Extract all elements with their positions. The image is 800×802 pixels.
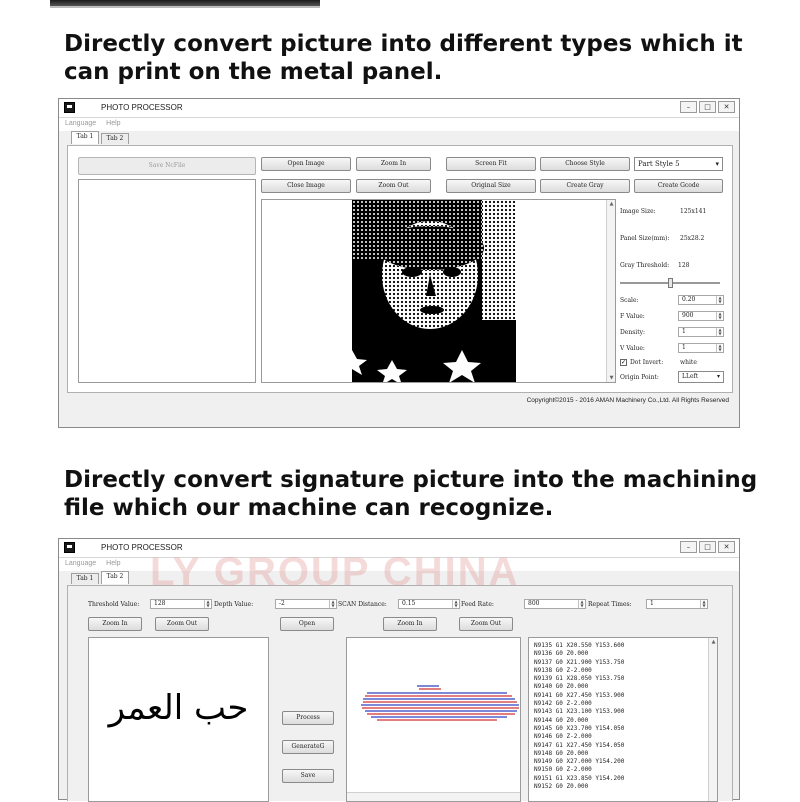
save-ncfile-button[interactable]: Save NcFile (78, 157, 256, 175)
repeat-times-input[interactable] (646, 599, 708, 609)
chevron-down-icon: ▾ (715, 160, 719, 168)
gcode-line: N9149 G0 X27.000 Y154.200 (534, 758, 625, 766)
gcode-line: N9138 G0 Z-2.000 (534, 666, 592, 674)
signature-text: حب العمر (108, 688, 249, 728)
headline-line-1: Directly convert picture into different types which it (64, 31, 743, 57)
scale-input[interactable] (678, 295, 724, 305)
image-size-value: 125x141 (680, 208, 707, 215)
headline-photo-conversion (64, 30, 743, 86)
gcode-line: N9139 G1 X28.050 Y153.750 (534, 675, 625, 683)
f-value-value: 900 (682, 312, 694, 319)
scan-distance-label: SCAN Distance: (338, 601, 387, 608)
spinner-icon[interactable]: ▲ ▼ (329, 600, 336, 608)
minimize-button[interactable]: – (680, 541, 697, 553)
menu-bar (59, 118, 739, 131)
gcode-line: N9145 G0 X23.700 Y154.050 (534, 724, 625, 732)
f-value-input[interactable] (678, 311, 724, 321)
gcode-line: N9144 G0 Z0.000 (534, 716, 589, 724)
image-preview-panel (261, 199, 616, 383)
spinner-icon[interactable]: ▲ ▼ (578, 600, 585, 608)
repeat-times-label: Repeat Times: (588, 601, 632, 608)
origin-point-label: Origin Point: (620, 374, 659, 381)
headline-line-2: can print on the metal panel. (64, 59, 443, 85)
spinner-icon[interactable]: ▲ ▼ (716, 312, 723, 320)
spinner-icon[interactable]: ▲ ▼ (204, 600, 211, 608)
feed-rate-value: 800 (528, 600, 540, 607)
headline-signature-conversion (64, 466, 757, 522)
threshold-label: Threshold Value: (88, 601, 140, 608)
app-icon (64, 542, 75, 553)
feed-rate-input[interactable] (524, 599, 586, 609)
scroll-down-icon[interactable]: ▼ (609, 375, 614, 381)
spinner-icon[interactable]: ▲ ▼ (452, 600, 459, 608)
close-button[interactable]: ✕ (718, 101, 735, 113)
minimize-button[interactable]: – (680, 101, 697, 113)
toolpath-preview-panel (346, 637, 521, 802)
spinner-icon[interactable]: ▲ ▼ (700, 600, 707, 608)
tab-strip (59, 131, 739, 144)
gcode-list (534, 642, 624, 791)
gcode-line: N9140 G0 Z0.000 (534, 683, 589, 691)
panel-size-label: Panel Size(mm): (620, 235, 670, 242)
window-title: PHOTO PROCESSOR (101, 543, 183, 552)
v-value-label: V Value: (620, 345, 645, 352)
f-value-label: F Value: (620, 313, 645, 320)
spinner-icon[interactable]: ▲ ▼ (716, 344, 723, 352)
gcode-line: N9143 G1 X23.100 Y153.900 (534, 708, 625, 716)
origin-point-value: LLeft (682, 373, 699, 380)
scroll-up-icon[interactable]: ▲ (711, 639, 716, 645)
gcode-line: N9147 G1 X27.450 Y154.050 (534, 741, 625, 749)
zoom-in-button[interactable]: Zoom In (356, 157, 431, 171)
part-style-select[interactable] (634, 157, 723, 171)
window-title: PHOTO PROCESSOR (101, 103, 183, 112)
scan-distance-value: 0.15 (402, 600, 416, 607)
gcode-line: N9135 G1 X20.550 Y153.600 (534, 642, 625, 649)
image-size-label: Image Size: (620, 208, 656, 215)
tab-1[interactable]: Tab 1 (71, 131, 99, 144)
gcode-line: N9150 G0 Z-2.000 (534, 766, 592, 774)
menu-language[interactable]: Language (65, 120, 97, 127)
choose-style-button[interactable]: Choose Style (540, 157, 630, 171)
gcode-line: N9151 G1 X23.850 Y154.200 (534, 774, 625, 782)
headline-line-2: file which our machine can recognize. (64, 495, 554, 521)
scan-distance-input[interactable] (398, 599, 460, 609)
depth-input[interactable] (275, 599, 337, 609)
feed-rate-label: Feed Rate: (461, 601, 494, 608)
open-button[interactable]: Open (280, 617, 334, 631)
title-bar (59, 99, 739, 118)
tab-content (67, 585, 733, 801)
scroll-up-icon[interactable]: ▲ (609, 201, 614, 207)
spinner-icon[interactable]: ▲ ▼ (716, 328, 723, 336)
gray-threshold-value: 128 (678, 262, 690, 269)
maximize-button[interactable]: □ (699, 101, 716, 113)
v-value-input[interactable] (678, 343, 724, 353)
menu-language[interactable]: Language (65, 560, 97, 567)
density-input[interactable] (678, 327, 724, 337)
spinner-icon[interactable]: ▲ ▼ (716, 296, 723, 304)
gcode-line: N9152 G0 Z0.000 (534, 783, 589, 791)
photo-processor-window-1 (58, 98, 740, 428)
part-style-value: Part Style 5 (638, 160, 680, 168)
create-gray-button[interactable]: Create Gray (540, 179, 630, 193)
dot-invert-checkbox[interactable]: ✓ (621, 359, 627, 366)
toolpath-scanlines (347, 638, 520, 788)
gcode-line: N9137 G0 X21.900 Y153.750 (534, 658, 625, 666)
gcode-line: N9146 G0 Z-2.000 (534, 733, 592, 741)
zoom-out-preview-button[interactable]: Zoom Out (459, 617, 513, 631)
dot-invert-value: white (680, 359, 697, 366)
dithered-photo (352, 200, 516, 382)
chevron-down-icon: ▾ (716, 373, 720, 380)
generate-g-button[interactable]: GenerateG (282, 740, 334, 754)
tab-2[interactable]: Tab 2 (101, 133, 129, 144)
preview-vertical-scrollbar[interactable] (606, 200, 615, 382)
menu-help[interactable]: Help (106, 560, 121, 567)
gcode-vertical-scrollbar[interactable] (708, 638, 717, 802)
zoom-in-button[interactable]: Zoom In (88, 617, 142, 631)
depth-value: -2 (279, 600, 285, 607)
tab-1[interactable]: Tab 1 (71, 573, 99, 584)
gcode-line: N9142 G0 Z-2.000 (534, 700, 592, 708)
menu-help[interactable]: Help (106, 120, 121, 127)
gray-threshold-slider-thumb[interactable] (668, 278, 673, 288)
scale-value: 0.20 (682, 296, 696, 303)
zoom-out-button[interactable]: Zoom Out (155, 617, 209, 631)
tab-content (67, 145, 733, 393)
gcode-output-panel (528, 637, 718, 802)
headline-line-1: Directly convert signature picture into the machining (64, 467, 758, 493)
file-list-panel (78, 179, 256, 383)
gcode-line: N9141 G0 X27.450 Y153.900 (534, 691, 625, 699)
close-image-button[interactable]: Close Image (261, 179, 351, 193)
gcode-line: N9148 G0 Z0.000 (534, 749, 589, 757)
threshold-input[interactable] (150, 599, 212, 609)
top-decorative-bar (50, 0, 320, 8)
scale-label: Scale: (620, 297, 639, 304)
density-label: Density: (620, 329, 646, 336)
create-gcode-button[interactable]: Create Gcode (634, 179, 723, 193)
origin-point-select[interactable] (678, 371, 724, 383)
screen-fit-button[interactable]: Screen Fit (446, 157, 536, 171)
process-button[interactable]: Process (282, 711, 334, 725)
density-value: 1 (682, 328, 686, 335)
repeat-times-value: 1 (650, 600, 654, 607)
zoom-in-preview-button[interactable]: Zoom In (383, 617, 437, 631)
v-value-value: 1 (682, 344, 686, 351)
open-image-button[interactable]: Open Image (261, 157, 351, 171)
dot-invert-label: Dot Invert: (630, 359, 664, 366)
app-icon (64, 102, 75, 113)
tab-2[interactable]: Tab 2 (101, 571, 129, 584)
maximize-button[interactable]: □ (699, 541, 716, 553)
watermark-text: LY GROUP CHINA (150, 550, 520, 594)
copyright-text: Copyright©2015 - 2016 AMAN Machinery Co.,Ltd. All Rights Reserved (526, 397, 729, 404)
original-size-button[interactable]: Original Size (446, 179, 536, 193)
depth-label: Depth Value: (214, 601, 254, 608)
save-button[interactable]: Save (282, 769, 334, 783)
panel-size-value: 25x28.2 (680, 235, 705, 242)
close-button[interactable]: ✕ (718, 541, 735, 553)
signature-image-panel (88, 637, 269, 802)
threshold-value: 128 (154, 600, 166, 607)
zoom-out-button[interactable]: Zoom Out (356, 179, 431, 193)
gray-threshold-label: Gray Threshold: (620, 262, 670, 269)
gcode-line: N9136 G0 Z0.000 (534, 650, 589, 658)
